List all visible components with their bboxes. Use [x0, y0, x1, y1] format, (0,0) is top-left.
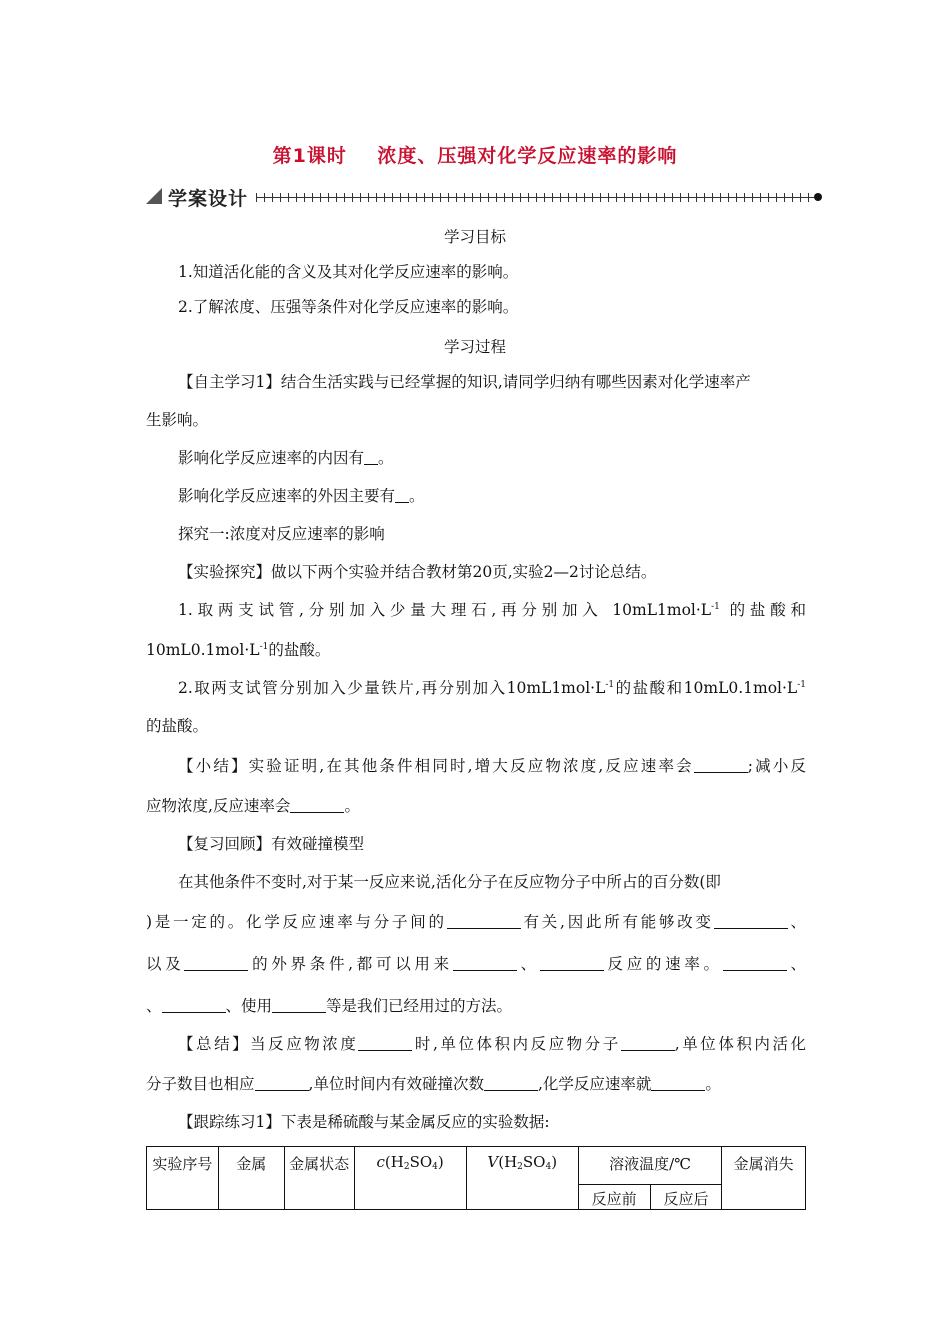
conclusion-text: ,化学反应速率就: [537, 1075, 652, 1093]
experiment-item-2-line-1: [178, 678, 806, 698]
superscript: -1: [797, 680, 806, 690]
data-table: [146, 1146, 806, 1210]
header-cell-v: [466, 1147, 578, 1210]
punct: 。: [378, 449, 394, 467]
experiment-text: 2.取两支试管分别加入少量铁片,再分别加入10mL1mol·L: [178, 679, 606, 697]
objective-1: 1.知道活化能的含义及其对化学反应速率的影响。: [178, 263, 519, 281]
answer-blank[interactable]: [484, 1075, 538, 1091]
subscript: 2: [517, 1162, 523, 1172]
review-heading: 【复习回顾】有效碰撞模型: [178, 835, 365, 853]
review-line-2: [146, 912, 806, 932]
formula: (H: [498, 1153, 518, 1171]
table-header-row: [147, 1147, 806, 1185]
review-line-4: [146, 996, 512, 1016]
page-title: 第1课时 浓度、压强对化学反应速率的影响: [272, 145, 678, 167]
external-factor-text: 影响化学反应速率的外因主要有: [178, 487, 396, 505]
section-heading-objectives: 学习目标: [443, 228, 506, 246]
experiment-text: 的盐酸和10mL0.1mol·L: [614, 679, 798, 697]
self-study-line-2: 生影响。: [146, 411, 209, 429]
formula: (H: [384, 1153, 404, 1171]
subscript: 2: [403, 1162, 410, 1172]
answer-blank[interactable]: [723, 955, 787, 971]
header-cell: 金属状态: [284, 1147, 354, 1210]
conclusion-text: 。: [705, 1075, 721, 1093]
conclusion-text: 分子数目也相应: [146, 1075, 255, 1093]
header-cell: 金属消失: [722, 1147, 806, 1210]
header-cell: 实验序号: [147, 1147, 219, 1210]
formula: ): [551, 1153, 558, 1171]
answer-blank[interactable]: [453, 955, 517, 971]
section-banner: [146, 186, 822, 210]
summary-text: 。: [344, 797, 360, 815]
header-cell: 金属: [218, 1147, 284, 1210]
internal-factor-text: 影响化学反应速率的内因有: [178, 449, 365, 467]
review-text: 、: [516, 955, 540, 973]
summary-line-1: [178, 756, 806, 776]
subheader-cell: 反应后: [650, 1184, 722, 1209]
subscript: 4: [545, 1162, 552, 1172]
experiment-text: 1.取两支试管,分别加入少量大理石,再分别加入 10mL1mol·L: [178, 601, 712, 619]
summary-line-2: [146, 796, 360, 816]
answer-blank[interactable]: [162, 997, 226, 1013]
header-cell-temp: 溶液温度/℃: [578, 1147, 722, 1185]
symbol: c: [376, 1153, 385, 1171]
subscript: 4: [432, 1162, 438, 1172]
triangle-icon: [146, 188, 162, 204]
experiment-text: 10mL0.1mol·L: [146, 641, 260, 659]
internal-factor-line: [178, 448, 394, 468]
formula: SO: [522, 1153, 546, 1171]
review-text: 、使用: [225, 997, 273, 1015]
conclusion-line-2: [146, 1074, 721, 1094]
subheader-cell: 反应前: [578, 1184, 650, 1209]
conclusion-text: ,单位体积内活化: [674, 1035, 806, 1053]
superscript: -1: [711, 602, 720, 612]
symbol: V: [487, 1153, 499, 1171]
review-line-1: 在其他条件不变时,对于某一反应来说,活化分子在反应物分子中所占的百分数(即: [178, 873, 721, 891]
formula: ): [437, 1153, 444, 1171]
review-text: 等是我们已经用过的方法。: [326, 997, 513, 1015]
superscript: -1: [605, 680, 615, 690]
review-line-3: [146, 954, 806, 974]
answer-blank[interactable]: [621, 1035, 675, 1051]
summary-text: ;减小反: [747, 757, 806, 775]
section-heading-process: 学习过程: [443, 338, 506, 356]
bullet-dot-icon: [814, 193, 822, 201]
conclusion-text: ,单位时间内有效碰撞次数: [308, 1075, 484, 1093]
answer-blank[interactable]: [290, 797, 344, 813]
experiment-item-2-line-2: 的盐酸。: [146, 717, 209, 735]
conclusion-text: 【总结】当反应物浓度: [178, 1035, 359, 1053]
summary-text: 【小结】实验证明,在其他条件相同时,增大反应物浓度,反应速率会: [178, 757, 694, 775]
review-text: 、: [787, 913, 806, 931]
review-text: 、: [786, 955, 806, 973]
experiment-text: 的盐酸。: [268, 641, 331, 659]
conclusion-line-1: [178, 1034, 806, 1054]
practice-intro: 【跟踪练习1】下表是稀硫酸与某金属反应的实验数据:: [178, 1113, 550, 1131]
review-text: 以及: [146, 955, 185, 973]
answer-blank[interactable]: [255, 1075, 309, 1091]
review-text: 、: [146, 997, 162, 1015]
answer-blank[interactable]: [395, 487, 409, 503]
answer-blank[interactable]: [364, 449, 378, 465]
header-cell-c: [354, 1147, 466, 1210]
banner-label: 学案设计: [168, 188, 249, 210]
review-text: 的外界条件,都可以用来: [248, 955, 453, 973]
review-text: 反应的速率。: [603, 955, 723, 973]
experiment-text: 的盐酸和: [729, 601, 806, 619]
self-study-line-1: 【自主学习1】结合生活实践与已经掌握的知识,请同学归纳有哪些因素对化学速率产: [178, 373, 751, 391]
experiment-item-1-line-2: [146, 640, 330, 660]
answer-blank[interactable]: [540, 955, 604, 971]
superscript: -1: [259, 642, 269, 652]
answer-blank[interactable]: [714, 913, 788, 929]
answer-blank[interactable]: [272, 997, 326, 1013]
answer-blank[interactable]: [651, 1075, 705, 1091]
explore-heading: 探究一:浓度对反应速率的影响: [178, 525, 385, 543]
answer-blank[interactable]: [447, 913, 521, 929]
punct: 。: [409, 487, 425, 505]
experiment-intro: 【实验探究】做以下两个实验并结合教材第20页,实验2—2讨论总结。: [178, 563, 657, 581]
review-text: 有关,因此所有能够改变: [520, 913, 714, 931]
answer-blank[interactable]: [184, 955, 248, 971]
answer-blank[interactable]: [694, 757, 748, 773]
answer-blank[interactable]: [358, 1035, 412, 1051]
objective-2: 2.了解浓度、压强等条件对化学反应速率的影响。: [178, 298, 519, 316]
banner-rule: [256, 197, 814, 198]
review-text: )是一定的。化学反应速率与分子间的: [146, 913, 447, 931]
external-factor-line: [178, 486, 425, 506]
conclusion-text: 时,单位体积内反应物分子: [412, 1035, 621, 1053]
formula: SO: [409, 1153, 433, 1171]
summary-text: 应物浓度,反应速率会: [146, 797, 291, 815]
experiment-item-1-line-1: [178, 600, 806, 620]
